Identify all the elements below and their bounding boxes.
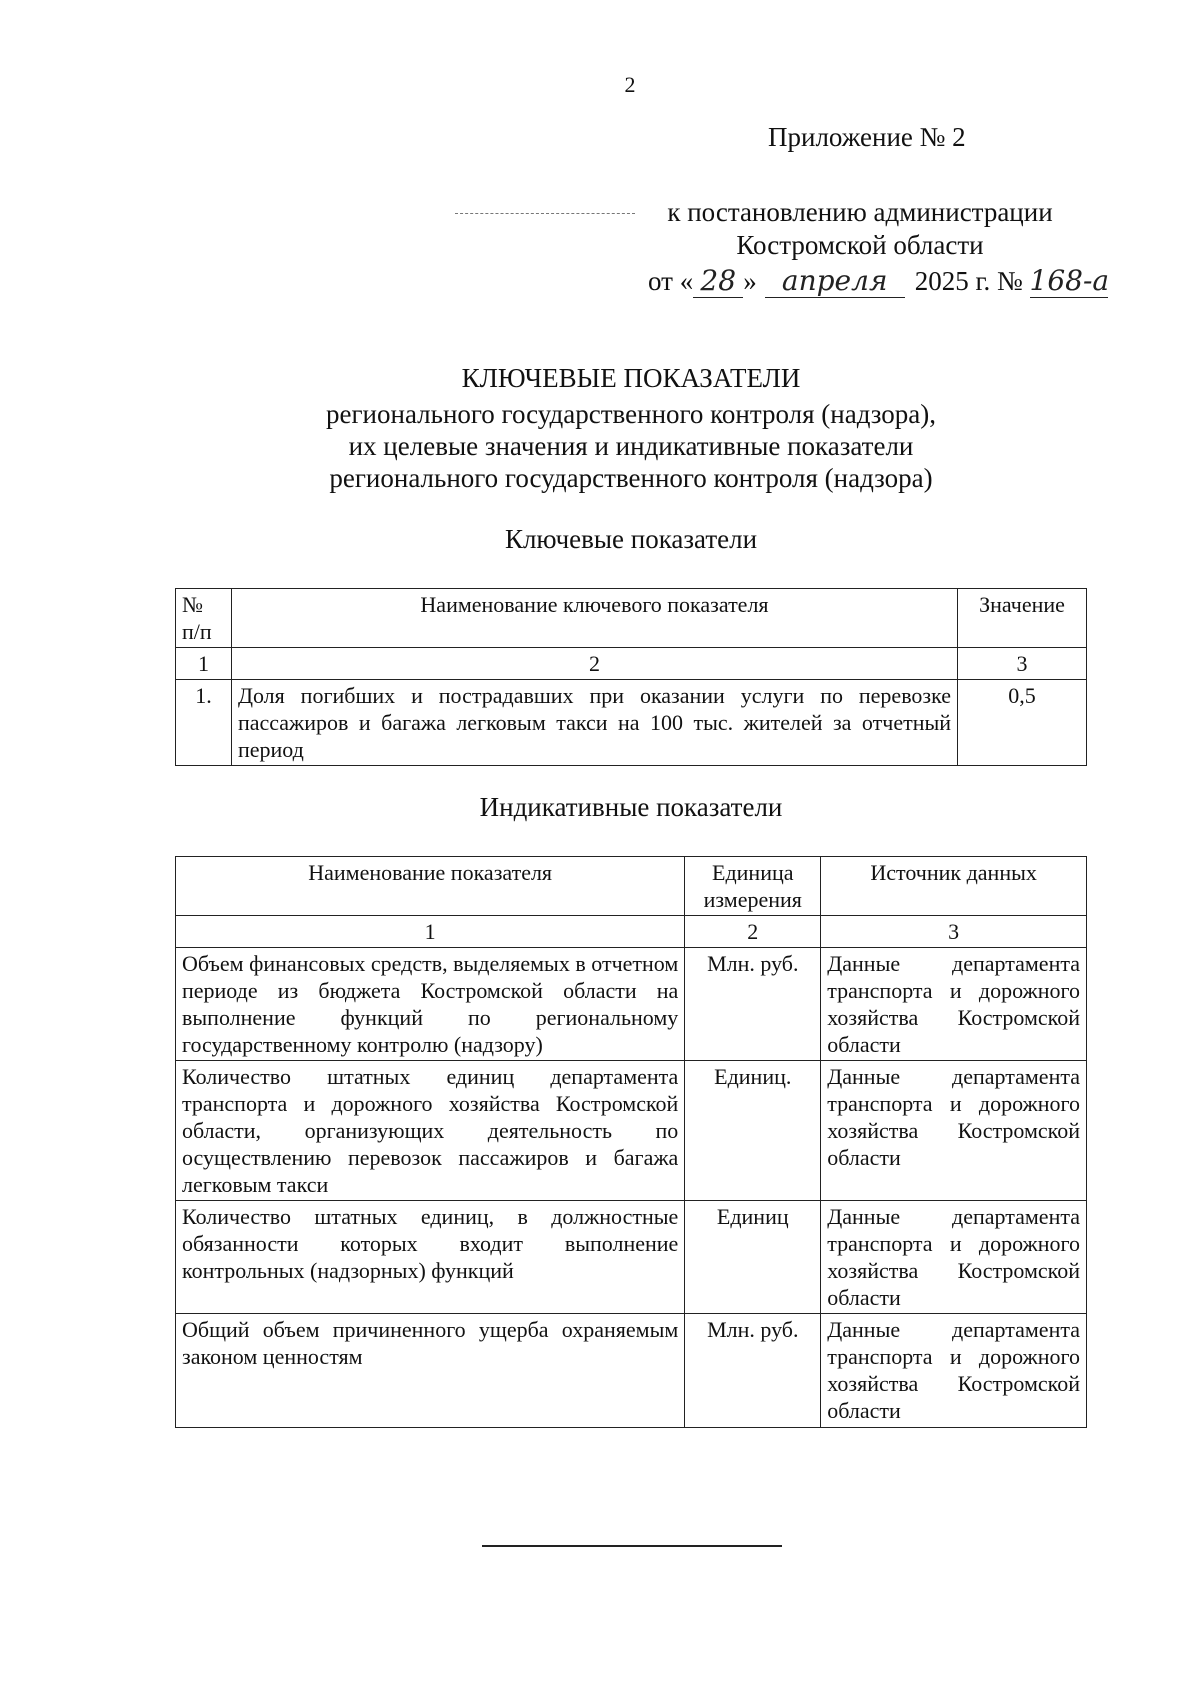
- resolution-reference: [640, 196, 1080, 262]
- page-number: 2: [624, 72, 636, 97]
- column-number: 3: [958, 648, 1087, 680]
- indicator-unit: Млн. руб.: [685, 1314, 821, 1428]
- header-cell-name: Наименование показателя: [176, 857, 685, 916]
- date-prefix: от «: [648, 266, 694, 296]
- resolution-number-value: 168-а: [1029, 264, 1110, 297]
- appendix-label: Приложение № 2: [768, 122, 966, 152]
- key-indicators-table: [175, 588, 1087, 766]
- indicator-value: 0,5: [958, 680, 1087, 766]
- document-subtitle: [0, 398, 1200, 494]
- column-number: 1: [176, 916, 685, 948]
- table-row: [176, 1201, 1087, 1314]
- resolution-number-handwritten: [1030, 264, 1150, 298]
- subtitle-line-2: их целевые значения и индикативные показатели: [348, 431, 914, 461]
- table-header-row: [176, 589, 1087, 648]
- date-quote-close: »: [743, 266, 757, 296]
- indicator-name: Объем финансовых средств, выделяемых в отчетном периоде из бюджета Костромской области на выполнение функций по региональному государственному контролю (надзору): [176, 948, 685, 1061]
- indicator-name: Общий объем причиненного ущерба охраняемым законом ценностям: [176, 1314, 685, 1428]
- column-number: 3: [821, 916, 1087, 948]
- indicator-source: Данные департамента транспорта и дорожного хозяйства Костромской области: [821, 1061, 1087, 1201]
- date-month-handwritten: апреля: [765, 264, 905, 298]
- indicator-unit: Единиц.: [685, 1061, 821, 1201]
- header-cell-value: Значение: [958, 589, 1087, 648]
- row-number: 1.: [176, 680, 232, 766]
- date-day-handwritten: 28: [693, 264, 743, 298]
- table-header-row: [176, 857, 1087, 916]
- column-number: 1: [176, 648, 232, 680]
- header-cell-unit: Единица измерения: [685, 857, 821, 916]
- indicator-source: Данные департамента транспорта и дорожного хозяйства Костромской области: [821, 1201, 1087, 1314]
- resolution-date: [648, 264, 1150, 298]
- indicator-unit: Млн. руб.: [685, 948, 821, 1061]
- indicator-name: Количество штатных единиц департамента транспорта и дорожного хозяйства Костромской области, организующих деятельность по осуществлению перевозок пассажиров и багажа легковым такси: [176, 1061, 685, 1201]
- table-row: [176, 680, 1087, 766]
- key-indicators-heading: Ключевые показатели: [504, 524, 758, 554]
- indicator-source: Данные департамента транспорта и дорожного хозяйства Костромской области: [821, 948, 1087, 1061]
- indicative-indicators-table: [175, 856, 1087, 1428]
- header-cell-name: Наименование ключевого показателя: [231, 589, 957, 648]
- header-cell-source: Источник данных: [821, 857, 1087, 916]
- column-number-row: [176, 648, 1087, 680]
- indicator-source: Данные департамента транспорта и дорожного хозяйства Костромской области: [821, 1314, 1087, 1428]
- resolution-line-1: к постановлению администрации: [667, 197, 1053, 227]
- column-number: 2: [231, 648, 957, 680]
- column-number: 2: [685, 916, 821, 948]
- table-row: [176, 1314, 1087, 1428]
- header-cell-number: № п/п: [176, 589, 232, 648]
- indicator-name: Количество штатных единиц, в должностные обязанности которых входит выполнение контрольных (надзорных) функций: [176, 1201, 685, 1314]
- indicator-unit: Единиц: [685, 1201, 821, 1314]
- subtitle-line-3: регионального государственного контроля (надзора): [329, 463, 933, 493]
- dashed-divider: [455, 213, 635, 214]
- indicator-name: Доля погибших и пострадавших при оказании услуги по перевозке пассажиров и багажа легковым такси на 100 тыс. жителей за отчетный период: [231, 680, 957, 766]
- table-row: [176, 1061, 1087, 1201]
- subtitle-line-1: регионального государственного контроля (надзора),: [325, 399, 937, 429]
- column-number-row: [176, 916, 1087, 948]
- resolution-line-2: Костромской области: [736, 230, 984, 260]
- indicative-indicators-heading: Индикативные показатели: [479, 792, 783, 822]
- table-row: [176, 948, 1087, 1061]
- closing-rule: [482, 1545, 782, 1547]
- document-title: КЛЮЧЕВЫЕ ПОКАЗАТЕЛИ: [461, 363, 801, 393]
- date-year-number-label: 2025 г. №: [914, 266, 1023, 296]
